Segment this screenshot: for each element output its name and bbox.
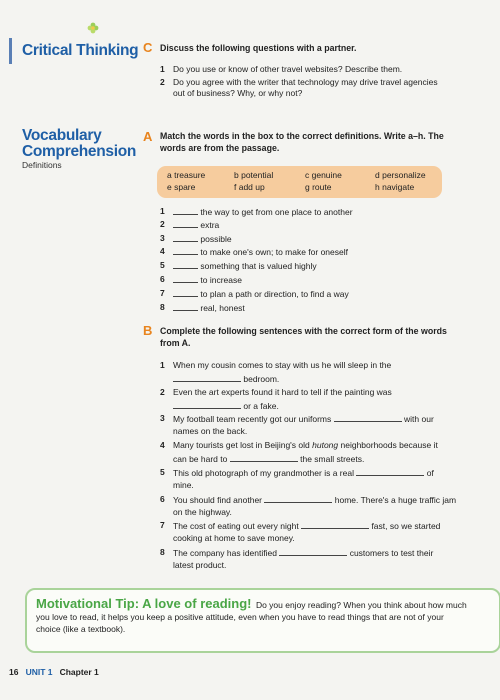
- answer-blank[interactable]: [334, 413, 402, 422]
- sentence-number: 3: [160, 413, 165, 423]
- part-b-instruction-line2: from A.: [160, 338, 191, 348]
- question-item: [160, 77, 495, 101]
- question-text: Do you use or know of other travel websites? Describe them.: [173, 64, 403, 74]
- definition-text: extra: [200, 220, 220, 230]
- sentence-number: 5: [160, 467, 165, 477]
- sentence-item: [160, 387, 495, 411]
- comprehension-title: Comprehension: [22, 143, 137, 160]
- answer-blank[interactable]: [356, 467, 424, 476]
- sentence-text: home. There's a huge traffic jam: [334, 495, 457, 505]
- definition-number: 6: [160, 274, 165, 284]
- sentence-item: [160, 360, 495, 384]
- sentence-item: [160, 547, 495, 571]
- sentence-text: cooking at home to save money.: [173, 533, 295, 543]
- question-text-line2: out of business? Why, or why not?: [173, 88, 303, 98]
- word-option: h navigate: [375, 182, 415, 192]
- chapter-label: Chapter 1: [59, 667, 99, 677]
- sentence-text: names on the back.: [173, 426, 248, 436]
- answer-blank[interactable]: [230, 453, 298, 462]
- sentence-text: neighborhoods because it: [340, 440, 438, 450]
- answer-blank[interactable]: [301, 520, 369, 529]
- definition-number: 3: [160, 233, 165, 243]
- section-letter-c: C: [143, 40, 153, 55]
- word-option: a treasure: [167, 170, 206, 180]
- sentence-item: [160, 494, 500, 518]
- part-b-instruction-line1: Complete the following sentences with the correct form of the words: [160, 326, 447, 336]
- definition-item: [160, 260, 480, 272]
- definition-number: 5: [160, 260, 165, 270]
- answer-blank[interactable]: [173, 274, 198, 283]
- answer-blank[interactable]: [173, 400, 241, 409]
- sentence-text: bedroom.: [243, 374, 280, 384]
- section-letter-a: A: [143, 129, 153, 144]
- definition-item: [160, 274, 480, 286]
- definition-text: the way to get from one place to another: [200, 207, 353, 217]
- definition-item: [160, 288, 480, 300]
- motivational-tip-box: [25, 588, 500, 653]
- tip-title: Motivational Tip: A love of reading!: [36, 596, 252, 611]
- answer-blank[interactable]: [173, 288, 198, 297]
- definition-item: [160, 206, 480, 218]
- sentence-item: [160, 520, 495, 544]
- sentence-number: 8: [160, 547, 165, 557]
- definition-number: 2: [160, 219, 165, 229]
- sentence-text: the small streets.: [300, 454, 365, 464]
- sentence-text: When my cousin comes to stay with us he will sleep in the: [173, 360, 392, 370]
- tip-text-line1: Do you enjoy reading? When you think about how much: [255, 600, 467, 610]
- sentence-text: You should find another: [173, 495, 263, 505]
- sentence-text: The cost of eating out every night: [173, 521, 299, 531]
- definition-number: 1: [160, 206, 165, 216]
- sentence-text: can be hard to: [173, 454, 228, 464]
- definition-number: 7: [160, 288, 165, 298]
- answer-blank[interactable]: [173, 219, 198, 228]
- sentence-text: latest product.: [173, 560, 227, 570]
- vocabulary-title: Vocabulary: [22, 127, 102, 144]
- answer-blank[interactable]: [173, 302, 198, 311]
- definition-text: to plan a path or direction, to find a way: [200, 289, 349, 299]
- question-number: 1: [160, 64, 165, 74]
- sentence-item: [160, 467, 495, 491]
- sentence-text: Even the art experts found it hard to tell if the painting was: [173, 387, 392, 397]
- sentence-text: mine.: [173, 480, 194, 490]
- sentence-text: with our: [404, 414, 434, 424]
- definition-item: [160, 246, 480, 258]
- critical-thinking-title: Critical Thinking: [22, 42, 139, 59]
- sentence-item: [160, 440, 500, 464]
- sentence-number: 7: [160, 520, 165, 530]
- definition-text: to increase: [200, 275, 242, 285]
- answer-blank[interactable]: [173, 246, 198, 255]
- word-option: c genuine: [305, 170, 342, 180]
- sentence-number: 2: [160, 387, 165, 397]
- sentence-item: [160, 413, 495, 437]
- definitions-subtitle: Definitions: [22, 160, 62, 170]
- page-footer: [9, 667, 99, 677]
- sentence-text: The company has identified: [173, 548, 277, 558]
- definition-text: real, honest: [200, 303, 245, 313]
- definition-text: to make one's own; to make for oneself: [200, 247, 348, 257]
- sentence-text: on the highway.: [173, 507, 232, 517]
- definition-text: possible: [200, 234, 232, 244]
- sentence-text: My football team recently got our uniforms: [173, 414, 332, 424]
- definition-item: [160, 302, 480, 314]
- sentence-number: 4: [160, 440, 165, 450]
- flower-icon: [87, 22, 99, 34]
- part-a-instruction-line2: words are from the passage.: [160, 143, 280, 153]
- definition-item: [160, 233, 480, 245]
- answer-blank[interactable]: [173, 233, 198, 242]
- answer-blank[interactable]: [279, 547, 347, 556]
- sentence-text: This old photograph of my grandmother is a real: [173, 468, 354, 478]
- sentence-text: Many tourists get lost in Beijing's old: [173, 440, 310, 450]
- answer-blank[interactable]: [173, 373, 241, 382]
- section-letter-b: B: [143, 323, 153, 338]
- unit-label: UNIT 1: [25, 667, 53, 677]
- word-option: d personalize: [375, 170, 426, 180]
- word-option: g route: [305, 182, 332, 192]
- question-number: 2: [160, 77, 165, 87]
- definition-number: 8: [160, 302, 165, 312]
- tip-text-line3: choice (like a textbook).: [36, 624, 126, 634]
- critical-thinking-instruction: Discuss the following questions with a partner.: [160, 43, 357, 53]
- word-box: [157, 166, 442, 198]
- word-option: b potential: [234, 170, 274, 180]
- sentence-text: fast, so we started: [371, 521, 441, 531]
- sentence-text: of: [426, 468, 434, 478]
- sentence-italic-word: hutong: [312, 440, 339, 450]
- answer-blank[interactable]: [173, 206, 198, 215]
- tip-text-line2: you love to read, it helps you keep a positive attitude, even when you have to read things that are not of your: [36, 612, 444, 622]
- question-item: [160, 64, 490, 76]
- definition-text: something that is valued highly: [200, 261, 317, 271]
- sentence-text: customers to test their: [349, 548, 434, 558]
- question-text-line1: Do you agree with the writer that technology may drive travel agencies: [173, 77, 438, 87]
- page-number: 16: [9, 667, 19, 677]
- sentence-number: 6: [160, 494, 165, 504]
- answer-blank[interactable]: [264, 494, 332, 503]
- part-a-instruction-line1: Match the words in the box to the correct definitions. Write a–h. The: [160, 131, 444, 141]
- word-option: e spare: [167, 182, 196, 192]
- sentence-number: 1: [160, 360, 165, 370]
- definition-item: [160, 219, 480, 231]
- definition-number: 4: [160, 246, 165, 256]
- section-marker-bar: [9, 38, 12, 64]
- word-option: f add up: [234, 182, 265, 192]
- sentence-text: or a fake.: [243, 401, 279, 411]
- answer-blank[interactable]: [173, 260, 198, 269]
